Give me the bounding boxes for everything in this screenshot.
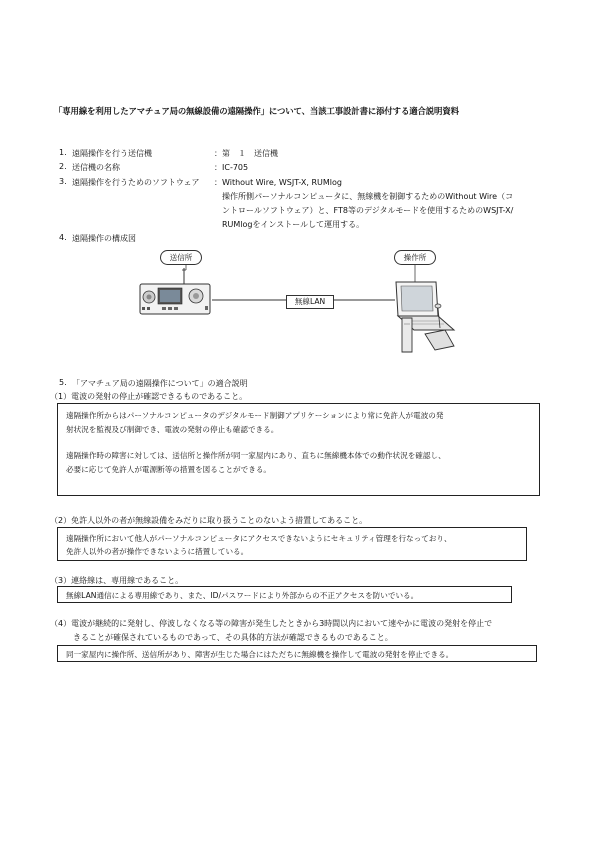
criterion-3-heading: （3）連絡線は、専用線であること。 [50, 576, 184, 585]
base-station-icon [425, 330, 454, 350]
section-4-number: 4. [59, 233, 67, 242]
criterion-1-box [57, 403, 540, 496]
section-5-number: 5. [59, 378, 67, 387]
transmitter-station-label: 送信所 [160, 250, 202, 265]
configuration-diagram [120, 248, 480, 358]
transceiver-icon [140, 284, 210, 314]
criterion-2-line-1: 遠隔操作所において他人がパーソナルコンピュータにアクセスできないようにセキュリティ管理を行なっており、 [66, 534, 452, 543]
item-3-value: ：Without Wire, WSJT-X, RUMlog [214, 178, 342, 187]
criterion-3-line-1: 無線LAN通信による専用線であり、また、ID/パスワードにより外部からの不正アクセスを防いでいる。 [66, 591, 419, 600]
item-2-value: ：IC-705 [214, 163, 249, 172]
section-4-label: 遠隔操作の構成図 [72, 234, 136, 243]
item-1-number: 1. [59, 148, 67, 157]
criterion-2-line-2: 免許人以外の者が操作できないように措置している。 [66, 547, 249, 556]
criterion-1-line-1: 遠隔操作所からはパーソナルコンピュータのデジタルモード制御アプリケーションにより常に免許人が電波の発 [66, 411, 444, 420]
item-1-value: ：第 １ 送信機 [214, 149, 278, 158]
criterion-2-box [57, 527, 527, 561]
antenna-icon [182, 268, 186, 284]
item-2-number: 2. [59, 162, 67, 171]
operator-station-label: 操作所 [394, 250, 436, 265]
criterion-2-heading: （2）免許人以外の者が無線設備をみだりに取り扱うことのないよう措置してあること。 [50, 516, 368, 525]
item-3-number: 3. [59, 177, 67, 186]
criterion-1-line-2: 射状況を監視及び制御でき、電波の発射の停止も確認できる。 [66, 425, 279, 434]
item-2-label: 送信機の名称 [72, 163, 120, 172]
criterion-4-box [57, 645, 537, 662]
item-3-label: 遠隔操作を行うためのソフトウェア [72, 178, 200, 187]
software-note-line-1: 操作所側パーソナルコンピュータに、無線機を制御するためのWithout Wire（コ [222, 192, 514, 201]
wireless-lan-label: 無線LAN [286, 295, 334, 309]
criterion-3-box [57, 586, 512, 603]
criterion-1-line-4: 必要に応じて免許人が電源断等の措置を図ることができる。 [66, 465, 272, 474]
document-title: 「専用線を利用したアマチュア局の無線設備の遠隔操作」について、当該工事設計書に添付する適合説明資料 [54, 106, 459, 116]
computer-tower-icon [402, 318, 412, 352]
item-1-label: 遠隔操作を行う送信機 [72, 149, 152, 158]
criterion-4-line-1: 同一家屋内に操作所、送信所があり、障害が生じた場合にはただちに無線機を操作して電波の発射を停止できる。 [66, 650, 454, 659]
criterion-4-heading-line-2: きることが確保されているものであって、その具体的方法が確認できるものであること。 [73, 633, 393, 642]
software-note-line-3: RUMlogをインストールして運用する。 [222, 220, 365, 229]
criterion-4-heading-line-1: （4）電波が継続的に発射し、停波しなくなる等の障害が発生したときから3時間以内において速やかに電波の発射を停止で [50, 619, 493, 628]
software-note-line-2: ントロールソフトウェア）と、FT8等のデジタルモードを使用するためのWSJT-X/ [222, 206, 514, 215]
criterion-1-line-3: 遠隔操作時の障害に対しては、送信所と操作所が同一家屋内にあり、直ちに無線機本体での動作状況を確認し、 [66, 451, 446, 460]
criterion-1-heading: （1）電波の発射の停止が確認できるものであること。 [50, 392, 248, 401]
section-5-label: 「アマチュア局の遠隔操作について」の適合説明 [72, 379, 248, 388]
